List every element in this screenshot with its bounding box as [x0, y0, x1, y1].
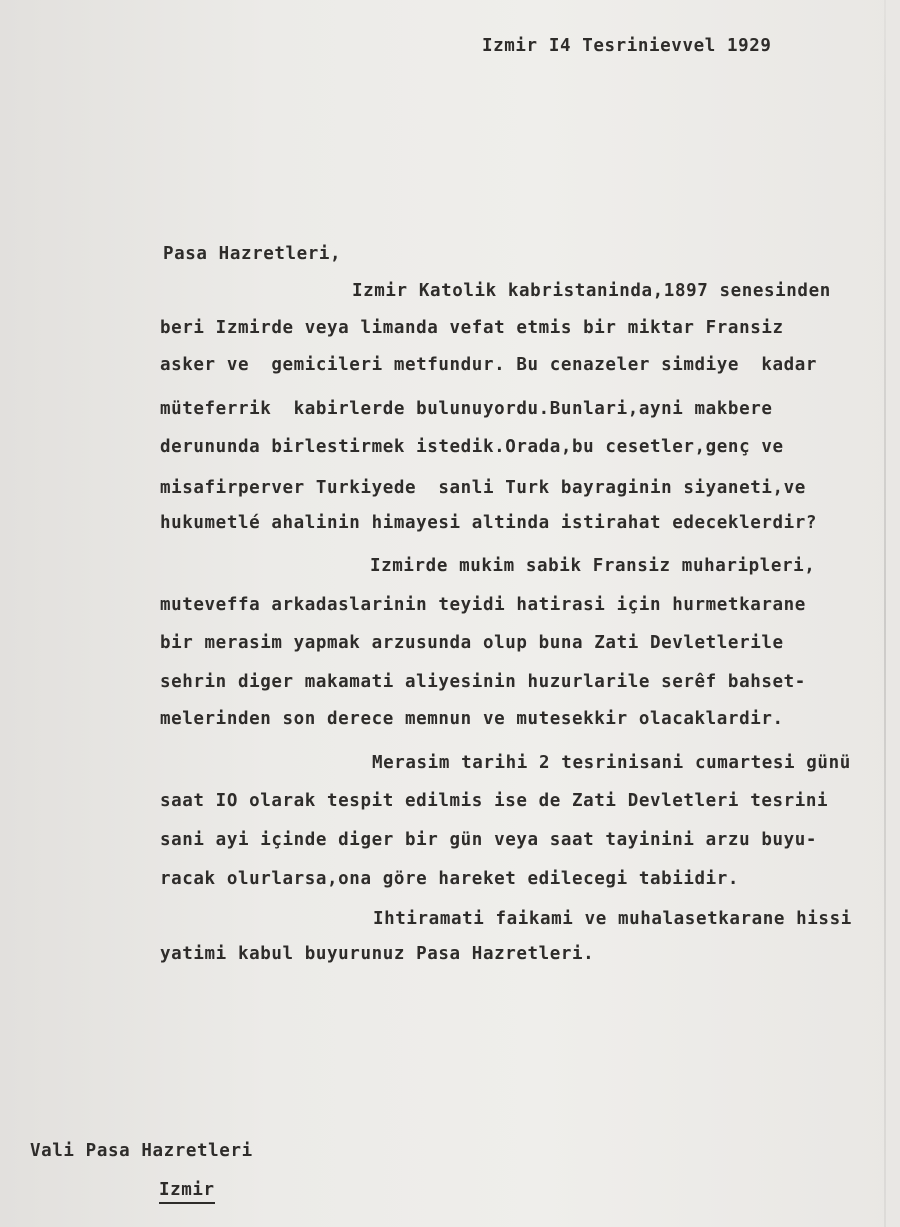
- body-line: bir merasim yapmak arzusunda olup buna Zati Devletlerile: [160, 633, 784, 653]
- body-line: melerinden son derece memnun ve mutesekkir olacaklardir.: [160, 709, 784, 729]
- body-line: Merasim tarihi 2 tesrinisani cumartesi günü: [372, 753, 851, 773]
- body-line: sehrin diger makamati aliyesinin huzurlarile serêf bahset-: [160, 672, 806, 692]
- letter-date: Izmir I4 Tesrinievvel 1929: [482, 36, 772, 56]
- body-line: sani ayi içinde diger bir gün veya saat tayinini arzu buyu-: [160, 830, 818, 850]
- body-line: asker ve gemicileri metfundur. Bu cenazeler simdiye kadar: [160, 355, 818, 375]
- body-line: beri Izmirde veya limanda vefat etmis bir miktar Fransiz: [160, 318, 784, 338]
- body-line: Izmirde mukim sabik Fransiz muharipleri,: [370, 556, 816, 576]
- recipient-title: Vali Pasa Hazretleri: [30, 1141, 253, 1161]
- body-line: muteveffa arkadaslarinin teyidi hatirasi için hurmetkarane: [160, 595, 806, 615]
- body-line: hukumetlé ahalinin himayesi altinda istirahat edeceklerdir?: [160, 513, 818, 533]
- body-line: müteferrik kabirlerde bulunuyordu.Bunlari,ayni makbere: [160, 399, 773, 419]
- recipient-city: Izmir: [159, 1182, 215, 1204]
- body-line: saat IO olarak tespit edilmis ise de Zati Devletleri tesrini: [160, 791, 829, 811]
- body-line: misafirperver Turkiyede sanli Turk bayraginin siyaneti,ve: [160, 478, 806, 498]
- body-line: racak olurlarsa,ona göre hareket edilecegi tabiidir.: [160, 869, 740, 889]
- letter-salutation: Pasa Hazretleri,: [163, 244, 342, 264]
- body-line: derununda birlestirmek istedik.Orada,bu cesetler,genç ve: [160, 437, 784, 457]
- body-line: Izmir Katolik kabristaninda,1897 senesinden: [352, 281, 831, 301]
- body-line: Ihtiramati faikami ve muhalasetkarane hissi: [373, 909, 852, 929]
- body-line: yatimi kabul buyurunuz Pasa Hazretleri.: [160, 944, 595, 964]
- paper-fold: [884, 0, 886, 1227]
